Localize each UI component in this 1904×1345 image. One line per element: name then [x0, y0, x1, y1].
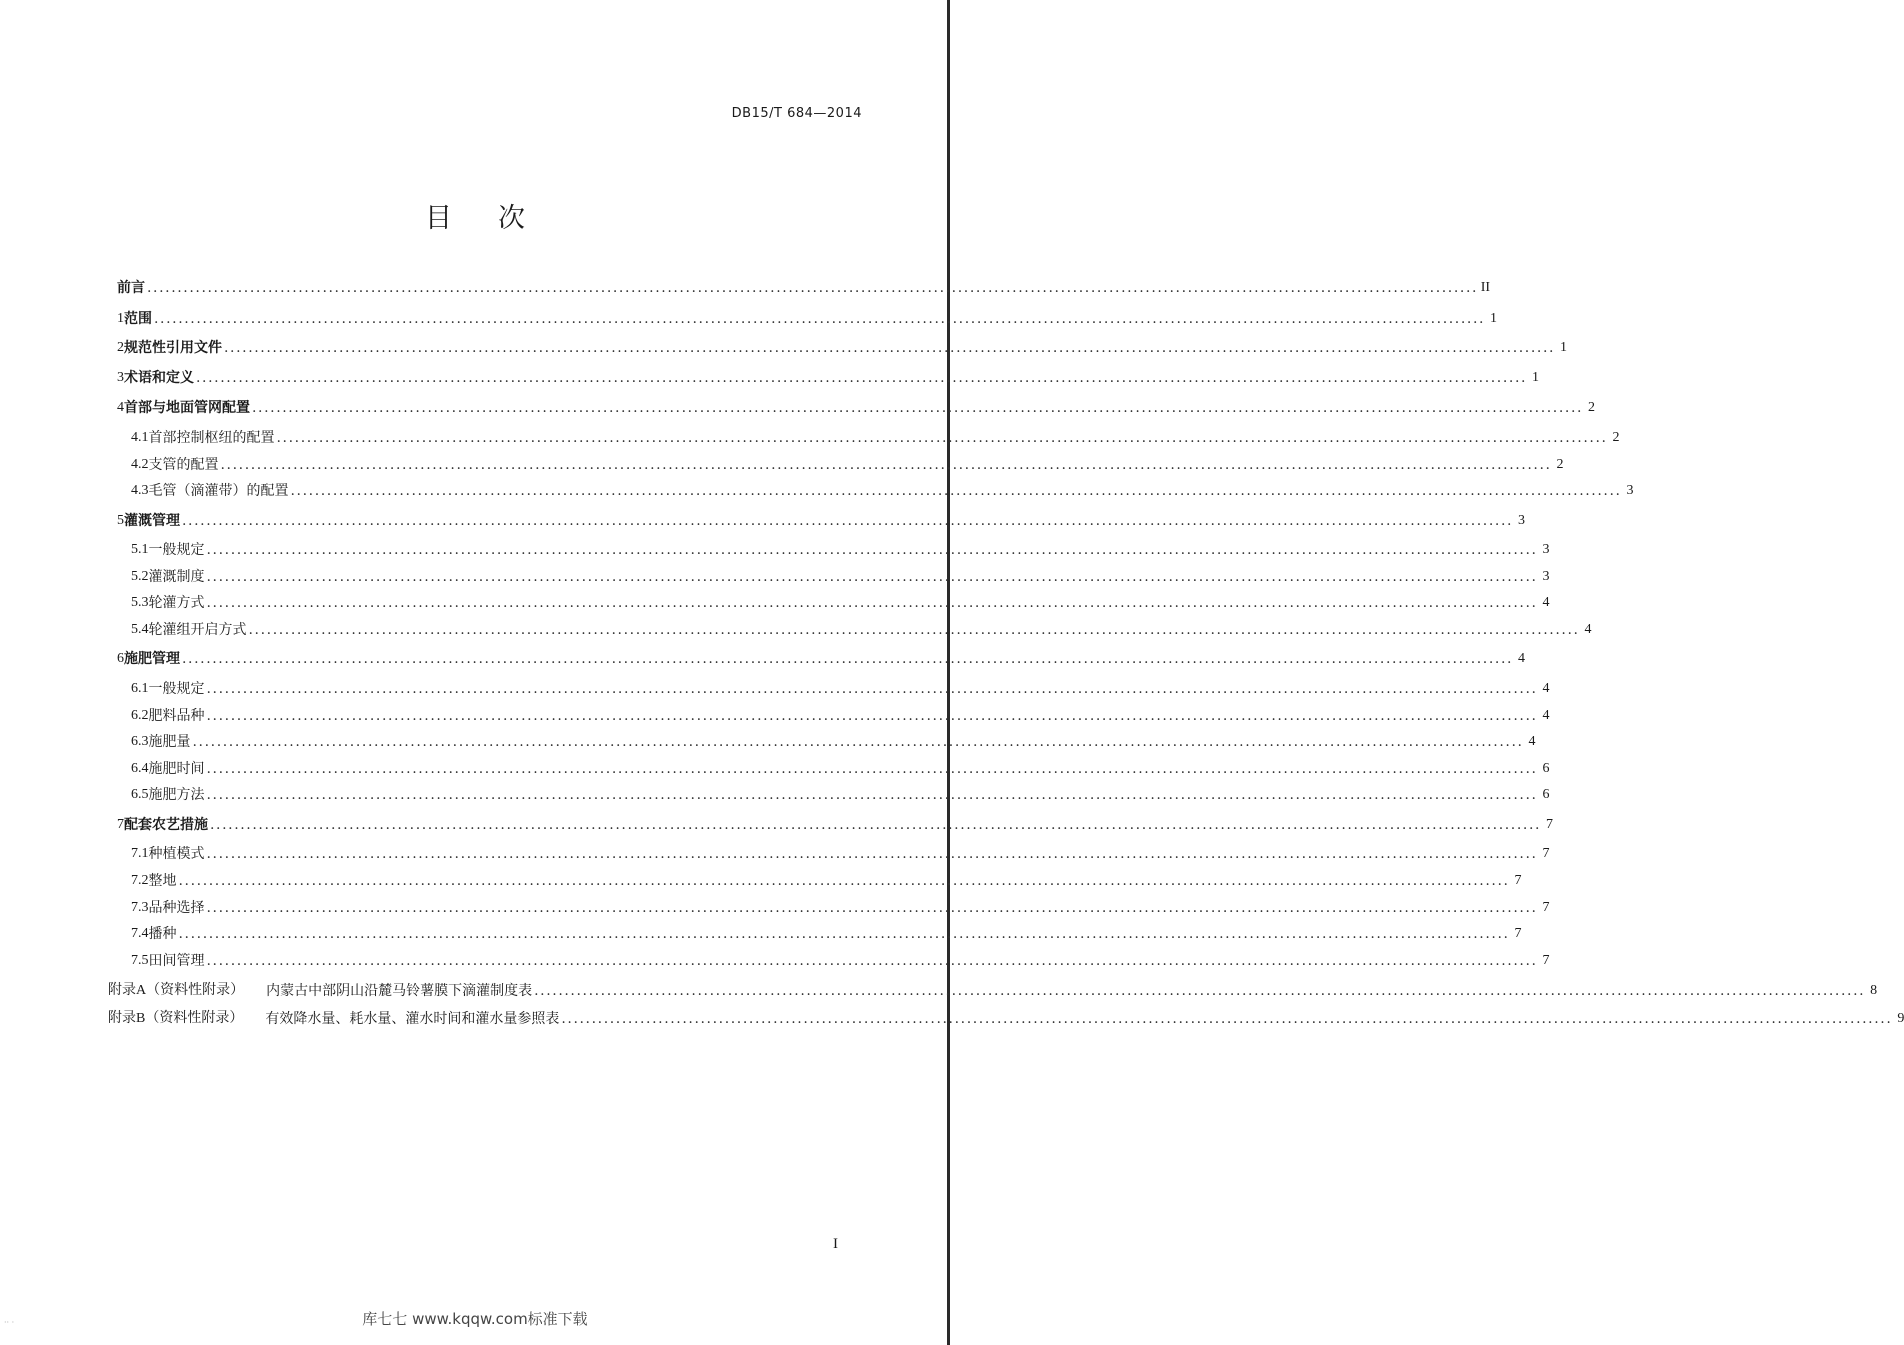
toc-dot-leader: ............................................................................................................................................................................................................................: [206, 681, 1538, 697]
toc-entry-label: 有效降水量、耗水量、灌水时间和灌水量参照表: [265, 1011, 560, 1027]
toc-entry[interactable]: [131, 453, 1564, 475]
toc-entry-page: 3: [1542, 569, 1550, 584]
toc-entry-page: 1: [1532, 370, 1540, 385]
toc-entry-label: 术语和定义: [124, 370, 194, 386]
toc-entry-page: 4: [1584, 622, 1592, 637]
toc-entry-number: 附录A（资料性附录）: [108, 983, 245, 998]
toc-entry-number: 4.2: [131, 457, 149, 472]
toc-entry-page: II: [1480, 280, 1491, 295]
toc-dot-leader: ............................................................................................................................................................................................................................: [147, 280, 1479, 296]
toc-entry-number: 7: [117, 817, 124, 832]
toc-dot-leader: ............................................................................................................................................................................................................................: [182, 513, 1514, 529]
toc-dot-leader: ............................................................................................................................................................................................................................: [178, 873, 1510, 889]
toc-entry-label: 整地: [148, 873, 177, 889]
toc-entry[interactable]: [117, 307, 1498, 329]
toc-dot-leader: ............................................................................................................................................................................................................................: [206, 708, 1538, 724]
toc-entry-page: 4: [1542, 708, 1550, 723]
toc-dot-leader: ............................................................................................................................................................................................................................: [178, 926, 1510, 942]
toc-entry-page: 7: [1542, 953, 1550, 968]
toc-entry-label: 规范性引用文件: [124, 340, 222, 356]
toc-entry-number: 4.3: [131, 483, 149, 498]
toc-entry-label: 内蒙古中部阴山沿麓马铃薯膜下滴灌制度表: [266, 983, 533, 999]
toc-dot-leader: ............................................................................................................................................................................................................................: [252, 400, 1584, 416]
toc-entry-label: 配套农艺措施: [124, 817, 208, 833]
toc-entry-label: 范围: [124, 311, 152, 327]
toc-entry-page: 4: [1528, 734, 1536, 749]
toc-entry[interactable]: [131, 730, 1536, 752]
toc-entry-page: 3: [1542, 542, 1550, 557]
toc-dot-leader: ............................................................................................................................................................................................................................: [206, 761, 1538, 777]
toc-dot-leader: ............................................................................................................................................................................................................................: [192, 734, 1524, 750]
toc-entry-page: 4: [1518, 651, 1526, 666]
toc-entry-number: 7.3: [131, 900, 149, 915]
toc-dot-leader: ............................................................................................................................................................................................................................: [224, 340, 1556, 356]
toc-entry-page: 6: [1542, 761, 1550, 776]
toc-entry-page: 6: [1542, 787, 1550, 802]
toc-entry[interactable]: [117, 509, 1526, 531]
toc-entry-label: 首部与地面管网配置: [124, 400, 250, 416]
toc-entry-number: 5: [117, 513, 124, 528]
toc-entry[interactable]: [131, 426, 1620, 448]
toc-entry-number: 5.2: [131, 569, 149, 584]
toc-entry-page: 3: [1518, 513, 1526, 528]
toc-entry[interactable]: [131, 757, 1550, 779]
watermark: 库七七 www.kqqw.com标准下载: [362, 1310, 588, 1328]
toc-entry-number: 附录B（资料性附录）: [108, 1011, 244, 1026]
toc-entry[interactable]: [131, 949, 1550, 971]
document-code: DB15/T 684—2014: [731, 106, 862, 121]
toc-entry-label: 肥料品种: [148, 708, 205, 724]
toc-entry-number: 3: [117, 370, 124, 385]
toc-entry-number: 5.3: [131, 595, 149, 610]
toc-entry-number: 4: [117, 400, 124, 415]
toc-entry-page: 7: [1542, 846, 1550, 861]
toc-entry-page: 2: [1612, 430, 1620, 445]
toc-dot-leader: ............................................................................................................................................................................................................................: [206, 787, 1538, 803]
toc-entry[interactable]: [131, 922, 1522, 944]
toc-entry[interactable]: [131, 896, 1550, 918]
toc-dot-leader: ............................................................................................................................................................................................................................: [206, 900, 1538, 916]
toc-entry-page: 8: [1870, 983, 1878, 998]
toc-entry[interactable]: [131, 677, 1550, 699]
toc-entry[interactable]: [131, 565, 1550, 587]
toc-entry[interactable]: [117, 813, 1554, 835]
toc-entry-page: 7: [1514, 873, 1522, 888]
toc-entry-page: 7: [1514, 926, 1522, 941]
toc-dot-leader: ............................................................................................................................................................................................................................: [206, 542, 1538, 558]
toc-entry[interactable]: [131, 842, 1550, 864]
toc-entry-label: 轮灌方式: [148, 595, 205, 611]
toc-dot-leader: ............................................................................................................................................................................................................................: [206, 953, 1538, 969]
toc-entry-page: 3: [1626, 483, 1634, 498]
toc-entry-page: 4: [1542, 681, 1550, 696]
toc-entry[interactable]: [131, 591, 1550, 613]
toc-entry-number: 2: [117, 340, 124, 355]
toc-entry-label: 施肥时间: [148, 761, 205, 777]
toc-entry-label: 毛管（滴灌带）的配置: [148, 483, 289, 499]
toc-entry-page: 9: [1897, 1011, 1904, 1026]
toc-entry-number: 7.1: [131, 846, 149, 861]
toc-entry-label: 轮灌组开启方式: [148, 622, 247, 638]
toc-entry-label: 前言: [117, 280, 145, 296]
toc-entry[interactable]: [117, 647, 1526, 669]
page-number: I: [833, 1236, 838, 1252]
toc-entry-number: 7.4: [131, 926, 149, 941]
toc-entry[interactable]: [108, 979, 1878, 1001]
toc-entry-page: 2: [1588, 400, 1596, 415]
toc-entry-number: 5.1: [131, 542, 149, 557]
toc-entry-label: 灌溉制度: [148, 569, 205, 585]
toc-entry-label: 支管的配置: [148, 457, 219, 473]
toc-entry-page: 7: [1546, 817, 1554, 832]
toc-entry[interactable]: [131, 538, 1550, 560]
toc-dot-leader: ............................................................................................................................................................................................................................: [206, 846, 1538, 862]
toc-dot-leader: ............................................................................................................................................................................................................................: [206, 595, 1538, 611]
toc-dot-leader: ............................................................................................................................................................................................................................: [210, 817, 1542, 833]
toc-entry-label: 灌溉管理: [124, 513, 180, 529]
toc-entry-label: 品种选择: [148, 900, 205, 916]
toc-entry-label: 施肥量: [148, 734, 191, 750]
toc-entry-number: 7.2: [131, 873, 149, 888]
page-title: 目次: [425, 203, 571, 234]
toc-dot-leader: ............................................................................................................................................................................................................................: [154, 311, 1486, 327]
toc-entry[interactable]: [131, 869, 1522, 891]
toc-entry-number: 6.2: [131, 708, 149, 723]
toc-dot-leader: ............................................................................................................................................................................................................................: [561, 1011, 1893, 1027]
toc-entry-label: 播种: [148, 926, 177, 942]
toc-entry-number: 6.1: [131, 681, 149, 696]
toc-entry-number: 7.5: [131, 953, 149, 968]
toc-entry-label: 种植模式: [148, 846, 205, 862]
toc-dot-leader: ............................................................................................................................................................................................................................: [276, 430, 1608, 446]
toc-entry-number: 4.1: [131, 430, 149, 445]
toc-dot-leader: ............................................................................................................................................................................................................................: [206, 569, 1538, 585]
toc-dot-leader: ............................................................................................................................................................................................................................: [290, 483, 1622, 499]
toc-entry[interactable]: [131, 479, 1634, 501]
toc-entry[interactable]: [117, 366, 1540, 388]
toc-entry-number: 5.4: [131, 622, 149, 637]
toc-dot-leader: ............................................................................................................................................................................................................................: [182, 651, 1514, 667]
toc-entry[interactable]: [131, 783, 1550, 805]
toc-entry-number: 6: [117, 651, 124, 666]
toc-entry-label: 田间管理: [148, 953, 205, 969]
toc-entry[interactable]: [131, 618, 1592, 640]
toc-entry-label: 首部控制枢纽的配置: [148, 430, 275, 446]
toc-dot-leader: ............................................................................................................................................................................................................................: [534, 983, 1866, 999]
toc-entry-number: 1: [117, 311, 124, 326]
toc-entry-page: 7: [1542, 900, 1550, 915]
toc-entry-label: 一般规定: [148, 542, 205, 558]
toc-entry[interactable]: [131, 704, 1550, 726]
toc-entry-label: 施肥管理: [124, 651, 180, 667]
scan-specks: ·· ·: [4, 1318, 15, 1327]
toc-entry-page: 1: [1560, 340, 1568, 355]
toc-dot-leader: ............................................................................................................................................................................................................................: [248, 622, 1580, 638]
toc-entry[interactable]: [117, 336, 1568, 358]
toc-dot-leader: ............................................................................................................................................................................................................................: [196, 370, 1528, 386]
toc-entry-page: 2: [1556, 457, 1564, 472]
toc-entry[interactable]: [117, 276, 1491, 298]
toc-entry-label: 施肥方法: [148, 787, 205, 803]
toc-entry[interactable]: [117, 396, 1596, 418]
toc-entry[interactable]: [108, 1007, 1904, 1029]
toc-dot-leader: ............................................................................................................................................................................................................................: [220, 457, 1552, 473]
toc-entry-page: 4: [1542, 595, 1550, 610]
toc-entry-number: 6.4: [131, 761, 149, 776]
toc-entry-label: 一般规定: [148, 681, 205, 697]
toc-entry-number: 6.3: [131, 734, 149, 749]
toc-entry-page: 1: [1490, 311, 1498, 326]
toc-entry-number: 6.5: [131, 787, 149, 802]
